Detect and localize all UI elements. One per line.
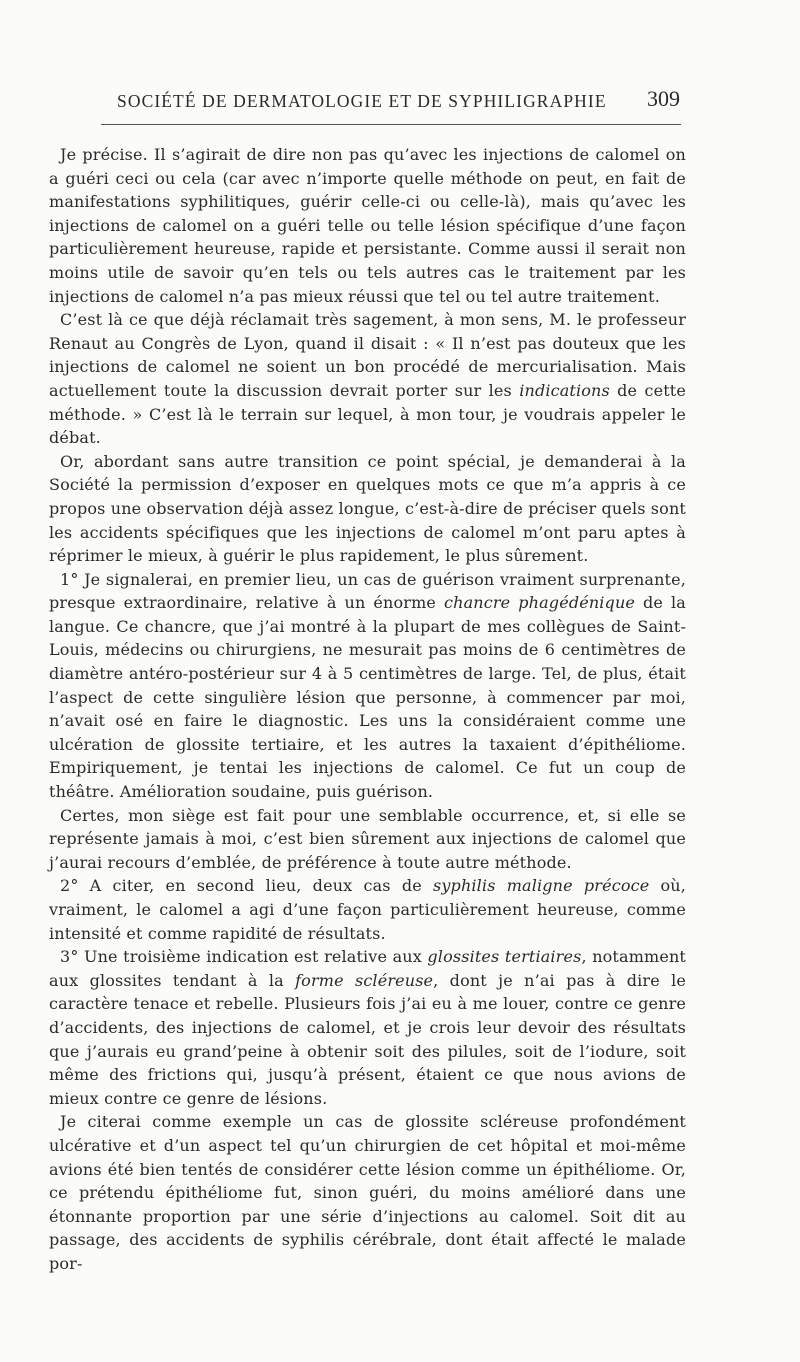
italic-text: syphilis maligne précoce: [433, 876, 650, 896]
paragraph: [49, 804, 686, 875]
paragraph-text: Je citerai comme exemple un cas de glossite scléreuse profondément ulcérative et d’un aspect tel qu’un chirurgien de cet hôpital et moi-même avions été bien tentés de considérer cette lésion comme un épithéliome. Or, ce prétendu épithéliome fut, sinon guéri, du moins amélioré dans une étonnante proportion par une série d’injections au calomel. Soit dit au passage, des accidents de syphilis cérébrale, dont était affecté le malade por-: [49, 1112, 686, 1273]
paragraph-text: Certes, mon siège est fait pour une semblable occurrence, et, si elle se représente jamais à moi, c’est bien sûrement aux injections de calomel que j’aurai recours d’emblée, de préférence à toute autre méthode.: [49, 805, 686, 872]
body-text: [49, 143, 686, 1276]
paragraph-text: Je précise. Il s’agirait de dire non pas qu’avec les injections de calomel on a guéri ceci ou cela (car avec n’importe quelle méthode on peut, en fait de manifestations syphilitiques, guérir celle-ci ou celle-là), mais qu’avec les injections de calomel on a guéri telle ou telle lésion spécifique d’une façon particulièrement heureuse, rapide et persistante. Comme aussi il serait non moins utile de savoir qu’en tels ou tels autres cas le traitement par les injections de calomel n’a pas mieux réussi que tel ou tel autre traitement.: [49, 145, 686, 306]
paragraph-text: , notamment aux glossites tendant à la: [49, 947, 686, 990]
paragraph-text: de la langue. Ce chancre, que j’ai montré à la plupart de mes collègues de Saint-Louis, médecins ou chirurgiens, ne mesurait pas moins de 6 centimètres de diamètre antéro-postérieur sur 4 à 5 centimètres de large. Tel, de plus, était l’aspect de cette singulière lésion que personne, à commencer par moi, n’avait osé en faire le diagnostic. Les uns la considéraient comme une ulcération de glossite tertiaire, et les autres la taxaient d’épithéliome. Empiriquement, je tentai les injections de calomel. Ce fut un coup de théâtre. Amélioration soudaine, puis guérison.: [49, 593, 686, 802]
paragraph-text: 3° Une troisième indication est relative aux: [60, 947, 428, 967]
page-number: 309: [647, 86, 680, 111]
paragraph-text: 2° A citer, en second lieu, deux cas de: [60, 876, 433, 896]
paragraph: [49, 143, 686, 308]
paragraph-text: où, vraiment, le calomel a agi d’une façon particulièrement heureuse, comme intensité et comme rapidité de résultats.: [49, 876, 686, 943]
italic-text: indications: [519, 380, 610, 400]
paragraph: [49, 874, 686, 945]
header-rule: [101, 124, 681, 125]
italic-text: glossites tertiaires: [427, 947, 582, 967]
paragraph-text: Or, abordant sans autre transition ce point spécial, je demanderai à la Société la permission d’exposer en quelques mots ce que m’a appris à ce propos une observation déjà assez longue, c’est-à-dire de préciser quels sont les accidents spécifiques que les injections de calomel m’ont paru aptes à réprimer le mieux, à guérir le plus rapidement, le plus sûrement.: [49, 451, 686, 566]
paragraph-text: , dont je n’ai pas à dire le caractère tenace et rebelle. Plusieurs fois j’ai eu à me louer, contre ce genre d’accidents, des injections de calomel, et je crois leur devoir des résultats que j’aurais eu grand’peine à obtenir soit des pilules, soit de l’iodure, soit même des frictions qui, jusqu’à présent, étaient ce que nous avions de mieux contre ce genre de lésions.: [49, 970, 686, 1108]
paragraph: [49, 945, 686, 1110]
paragraph-text: 1° Je signalerai, en premier lieu, un cas de guérison vraiment surprenante, presque extraordinaire, relative à un énorme: [49, 569, 686, 613]
running-title: SOCIÉTÉ DE DERMATOLOGIE ET DE SYPHILIGRAPHIE: [117, 91, 607, 111]
paragraph: [49, 450, 686, 568]
italic-text: chancre phagédénique: [444, 593, 636, 613]
paragraph: [49, 568, 686, 804]
paragraph: [49, 308, 686, 450]
paragraph-text: de cette méthode. » C’est là le terrain sur lequel, à mon tour, je voudrais appeler le débat.: [49, 380, 686, 448]
paragraph-text: C’est là ce que déjà réclamait très sagement, à mon sens, M. le professeur Renaut au Congrès de Lyon, quand il disait : « Il n’est pas douteux que les injections de calomel ne soient un bon procédé de mercurialisation. Mais actuellement toute la discussion devrait porter sur les: [49, 310, 686, 400]
page-header: [49, 86, 684, 116]
italic-text: forme scléreuse: [295, 970, 434, 990]
paragraph: [49, 1110, 686, 1275]
